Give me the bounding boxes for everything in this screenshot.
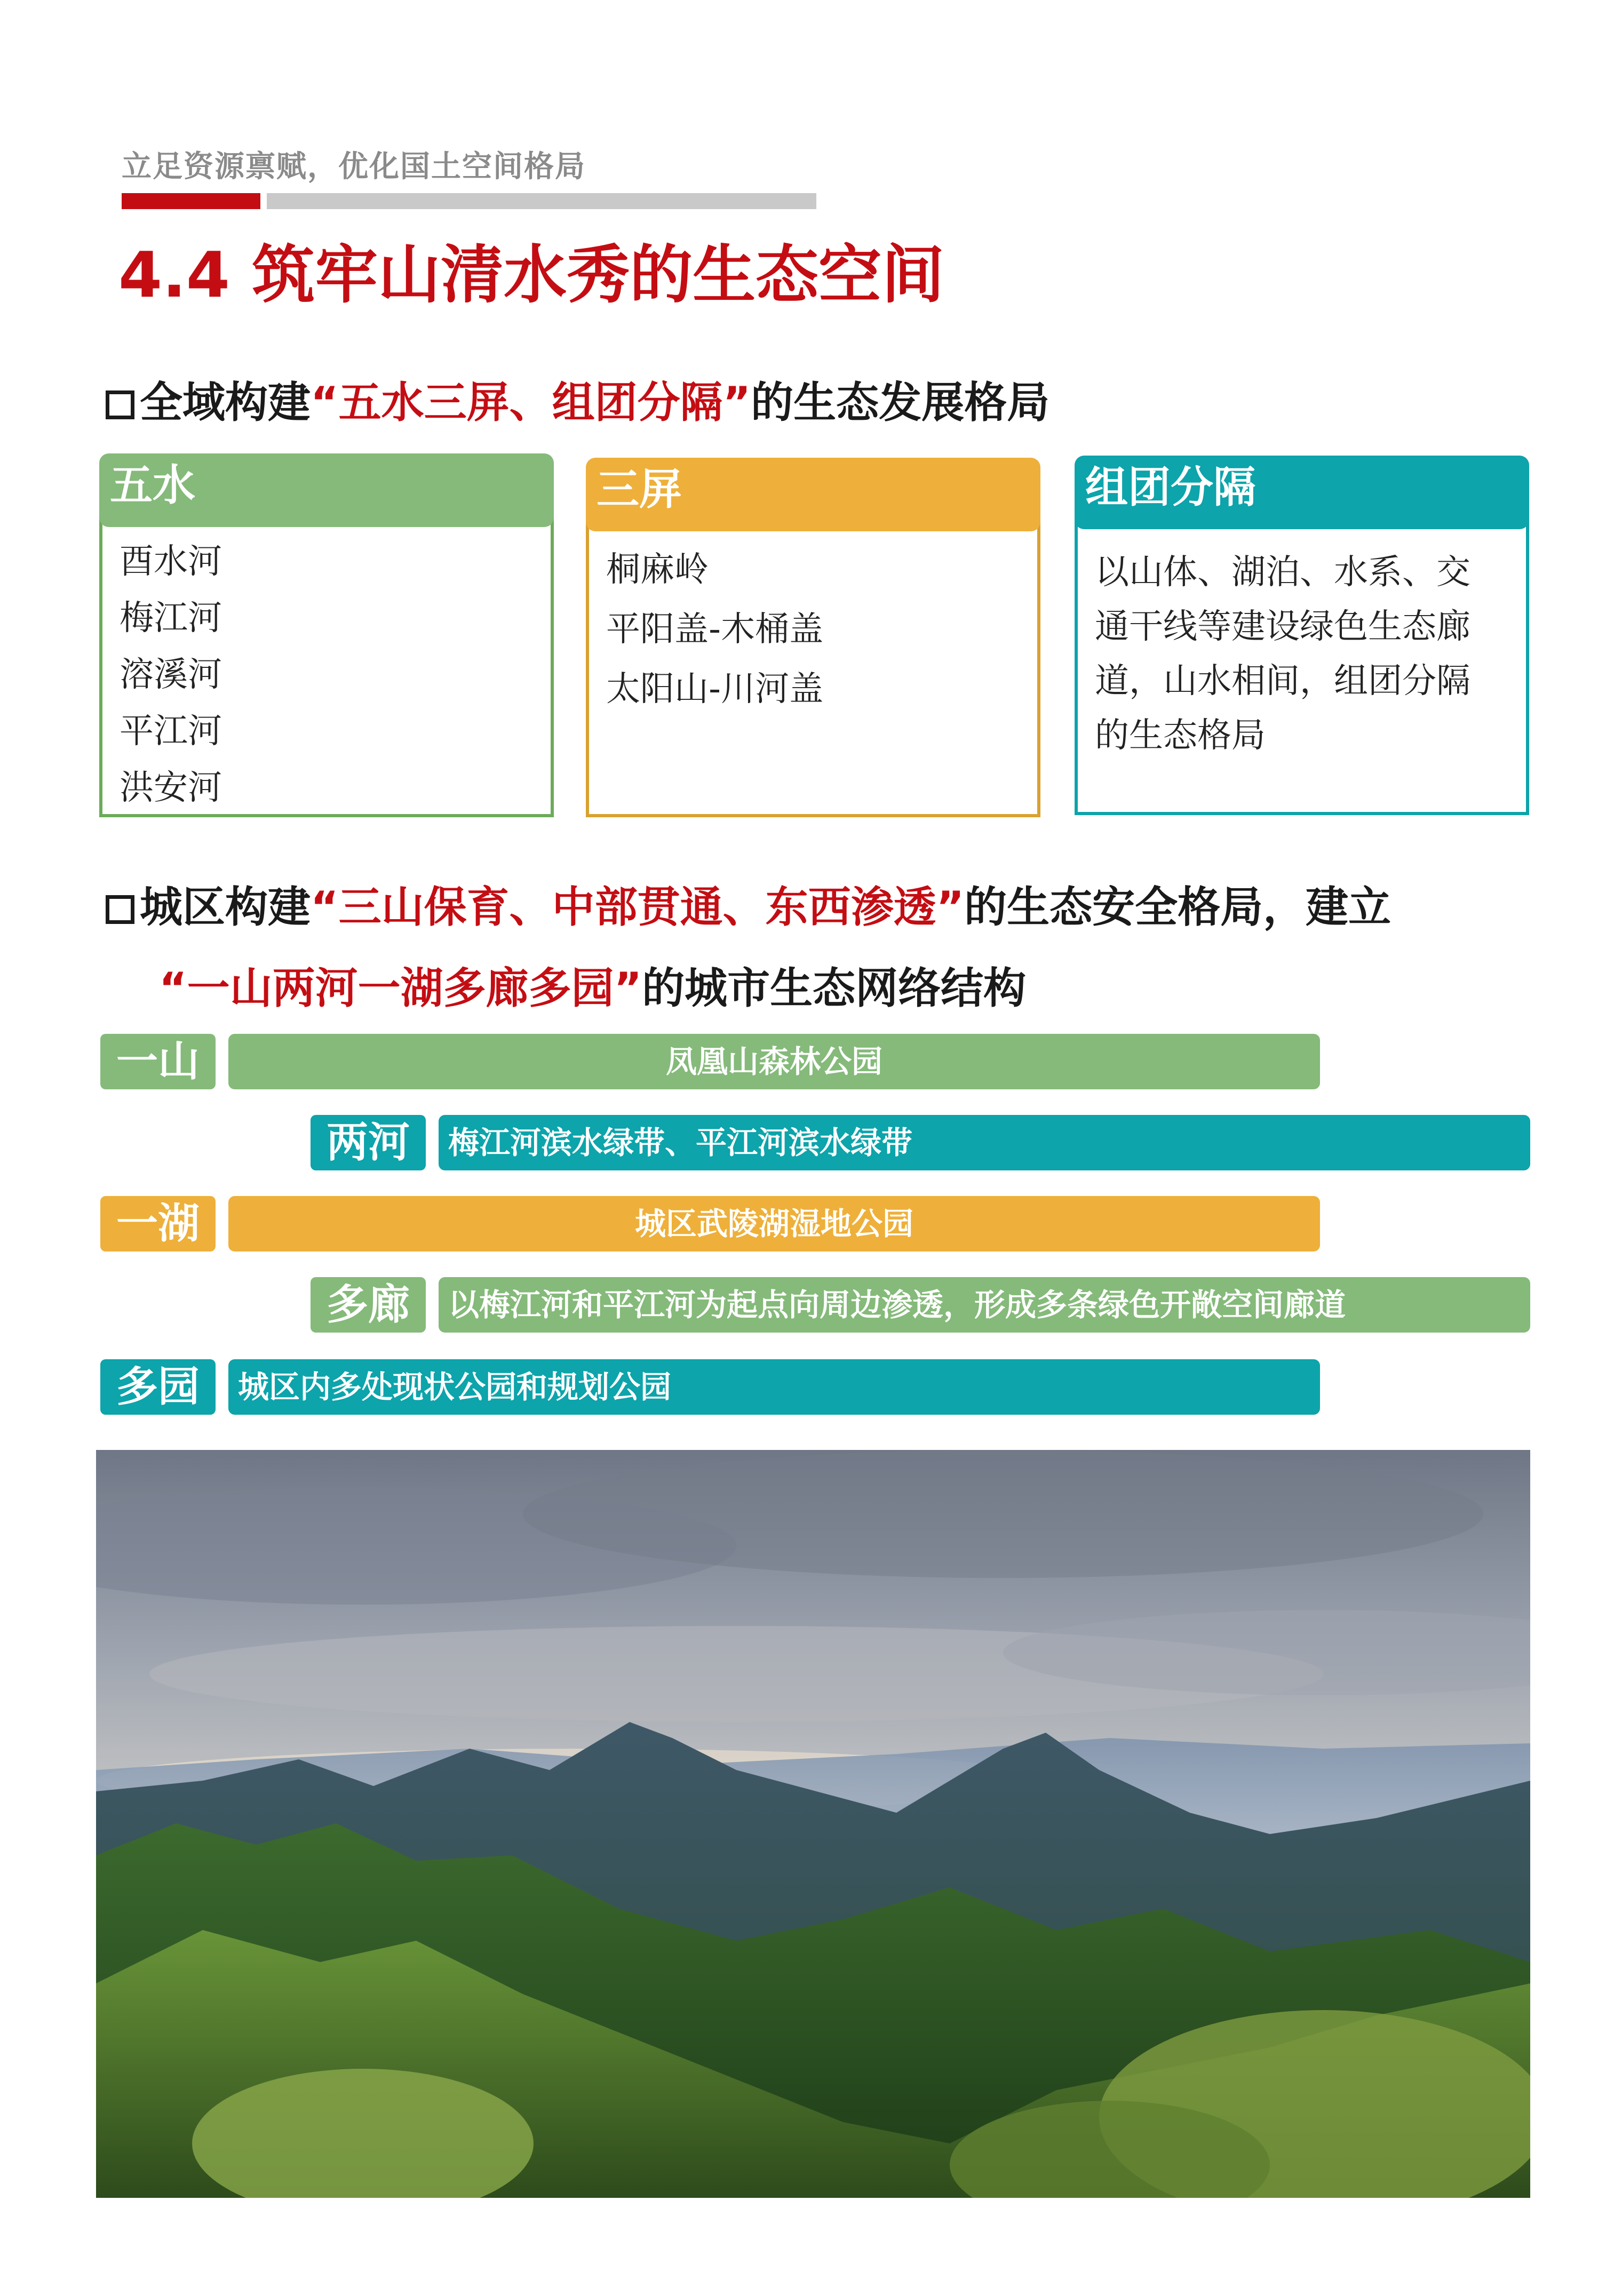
- list-item: 太阳山-川河盖: [606, 669, 824, 709]
- tag-two-rivers: 两河: [311, 1115, 426, 1170]
- checkbox-bullet-icon: [106, 895, 134, 924]
- heading-suffix: 的生态发展格局: [751, 378, 1050, 427]
- heading-highlight: “五水三屏、组团分隔”: [311, 378, 751, 427]
- band-multiple-parks: 城区内多处现状公园和规划公园: [228, 1359, 1320, 1415]
- section-heading-urban-line2: [159, 954, 1026, 1015]
- band-multiple-corridors: 以梅江河和平江河为起点向周边渗透，形成多条绿色开敞空间廊道: [439, 1277, 1530, 1333]
- list-item: 平江河: [120, 712, 222, 751]
- list-item: 平阳盖-木桶盖: [606, 610, 824, 649]
- mountain-landscape-photo: [96, 1450, 1530, 2198]
- checkbox-bullet-icon: [106, 390, 134, 419]
- card-three-screens: [586, 458, 1040, 817]
- band-one-lake: 城区武陵湖湿地公园: [228, 1196, 1320, 1251]
- list-item: 酉水河: [120, 542, 222, 581]
- section-heading-regional: [106, 368, 1049, 429]
- section-heading-urban: [106, 873, 1391, 934]
- page-title: 4.4 筑牢山清水秀的生态空间: [118, 238, 945, 312]
- heading-highlight: “三山保育、中部贯通、东西渗透”: [311, 882, 965, 932]
- list-item: 桐麻岭: [606, 550, 709, 589]
- description-line: 道，山水相间，组团分隔: [1095, 661, 1470, 701]
- kicker-underline: [267, 193, 816, 209]
- heading-suffix: 的城市生态网络结构: [642, 963, 1027, 1013]
- tag-multiple-parks: 多园: [100, 1359, 216, 1415]
- heading-prefix: 全域构建: [140, 378, 311, 427]
- description-line: 的生态格局: [1095, 716, 1266, 755]
- card-description: [1095, 545, 1513, 763]
- band-two-rivers: 梅江河滨水绿带、平江河滨水绿带: [439, 1115, 1530, 1170]
- card-cluster-separation: [1075, 456, 1529, 815]
- card-title: 三屏: [586, 458, 1040, 531]
- heading-highlight: “一山两河一湖多廊多园”: [159, 963, 642, 1013]
- card-five-waters: [99, 453, 554, 817]
- band-one-mountain: 凤凰山森林公园: [228, 1034, 1320, 1089]
- list-item: 梅江河: [120, 599, 222, 638]
- card-title: 五水: [99, 453, 554, 527]
- tag-multiple-corridors: 多廊: [311, 1277, 426, 1333]
- tag-one-lake: 一湖: [100, 1196, 216, 1251]
- description-line: 以山体、湖泊、水系、交: [1095, 553, 1470, 592]
- list-item: 洪安河: [120, 768, 222, 808]
- mountain-list: [606, 540, 1024, 719]
- kicker-underline-accent: [122, 193, 260, 209]
- heading-prefix: 城区构建: [140, 882, 311, 932]
- description-line: 通干线等建设绿色生态廊: [1095, 607, 1470, 647]
- river-list: [120, 533, 538, 816]
- section-kicker: 立足资源禀赋，优化国土空间格局: [122, 149, 586, 184]
- tag-one-mountain: 一山: [100, 1034, 216, 1089]
- list-item: 溶溪河: [120, 655, 222, 695]
- heading-suffix: 的生态安全格局，建立: [964, 882, 1392, 932]
- card-title: 组团分隔: [1075, 456, 1529, 529]
